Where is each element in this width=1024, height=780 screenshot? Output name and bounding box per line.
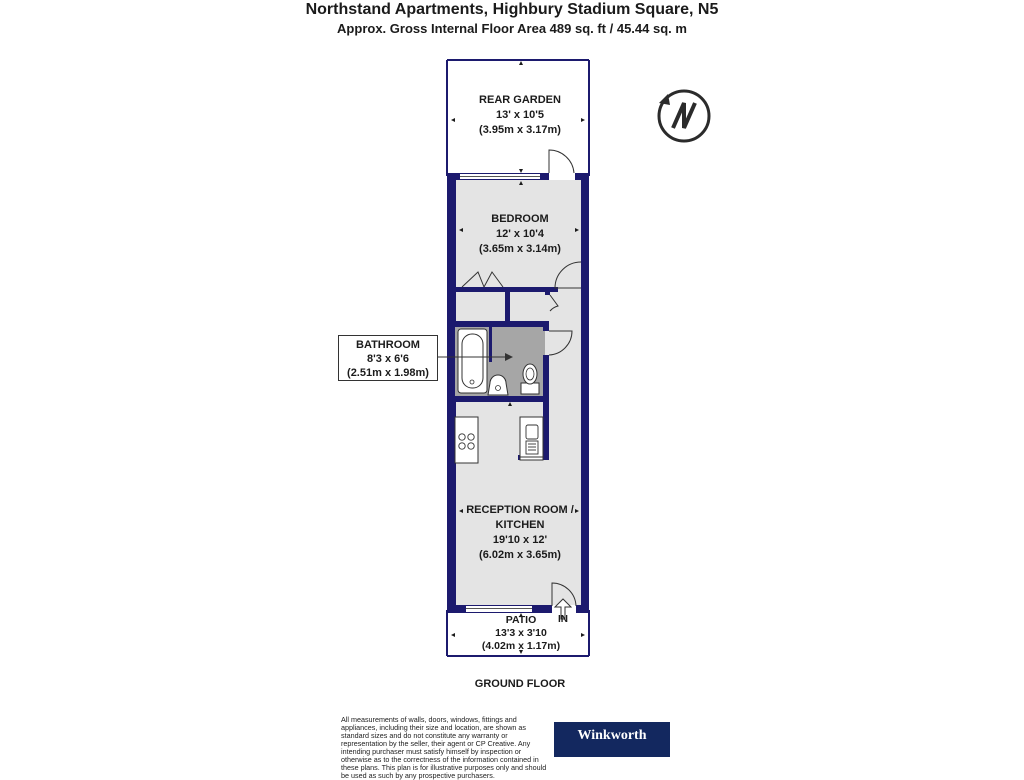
bedroom-name: BEDROOM — [491, 213, 549, 225]
reception-name-line1: RECEPTION ROOM / — [466, 504, 574, 516]
brand-logo — [554, 722, 670, 757]
bedroom-label — [448, 212, 592, 257]
bathroom-name: BATHROOM — [356, 339, 420, 351]
floor-label: GROUND FLOOR — [474, 678, 566, 690]
garden-door-swing — [549, 150, 574, 173]
compass-icon — [659, 91, 709, 141]
garden-door-opening — [549, 173, 575, 180]
bedroom-metric: (3.65m x 3.14m) — [479, 243, 561, 255]
bathroom-metric: (2.51m x 1.98m) — [347, 367, 429, 379]
garden-imperial: 13' x 10'5 — [495, 109, 545, 121]
garden-label — [448, 93, 592, 138]
patio-name: PATIO — [505, 614, 537, 626]
patio-label — [448, 614, 594, 653]
reception-imperial: 19'10 x 12' — [492, 534, 548, 546]
disclaimer-text: All measurements of walls, doors, windows, fittings and appliances, including their size and location, are shown as standard sizes and do not constitute any warranty or representation by the seller, their agent or CP Creative. Any intending purchaser must satisfy himself by inspection or otherwise as to the correctness of the information contained in these plans. This plan is for illustrative purposes only and should be used as such by any prospective purchasers. — [341, 715, 547, 780]
entrance-label: IN — [558, 614, 568, 625]
floor-area-subtitle: Approx. Gross Internal Floor Area 489 sq. ft / 45.44 sq. m — [337, 21, 687, 36]
bathroom-imperial: 8'3 x 6'6 — [367, 353, 409, 365]
reception-name-line2: KITCHEN — [495, 519, 545, 531]
patio-metric: (4.02m x 1.17m) — [481, 640, 561, 652]
toilet-icon — [521, 364, 539, 394]
page-title: Northstand Apartments, Highbury Stadium Square, N5 — [305, 1, 719, 18]
bathtub-icon — [458, 329, 487, 393]
garden-name: REAR GARDEN — [479, 94, 561, 106]
garden-metric: (3.95m x 3.17m) — [479, 124, 561, 136]
reception-metric: (6.02m x 3.65m) — [479, 549, 561, 561]
patio-imperial: 13'3 x 3'10 — [495, 627, 547, 639]
bathroom-label — [338, 335, 438, 381]
reception-label — [448, 503, 592, 563]
brand-name: Winkworth — [577, 727, 647, 743]
bedroom-imperial: 12' x 10'4 — [495, 228, 545, 240]
